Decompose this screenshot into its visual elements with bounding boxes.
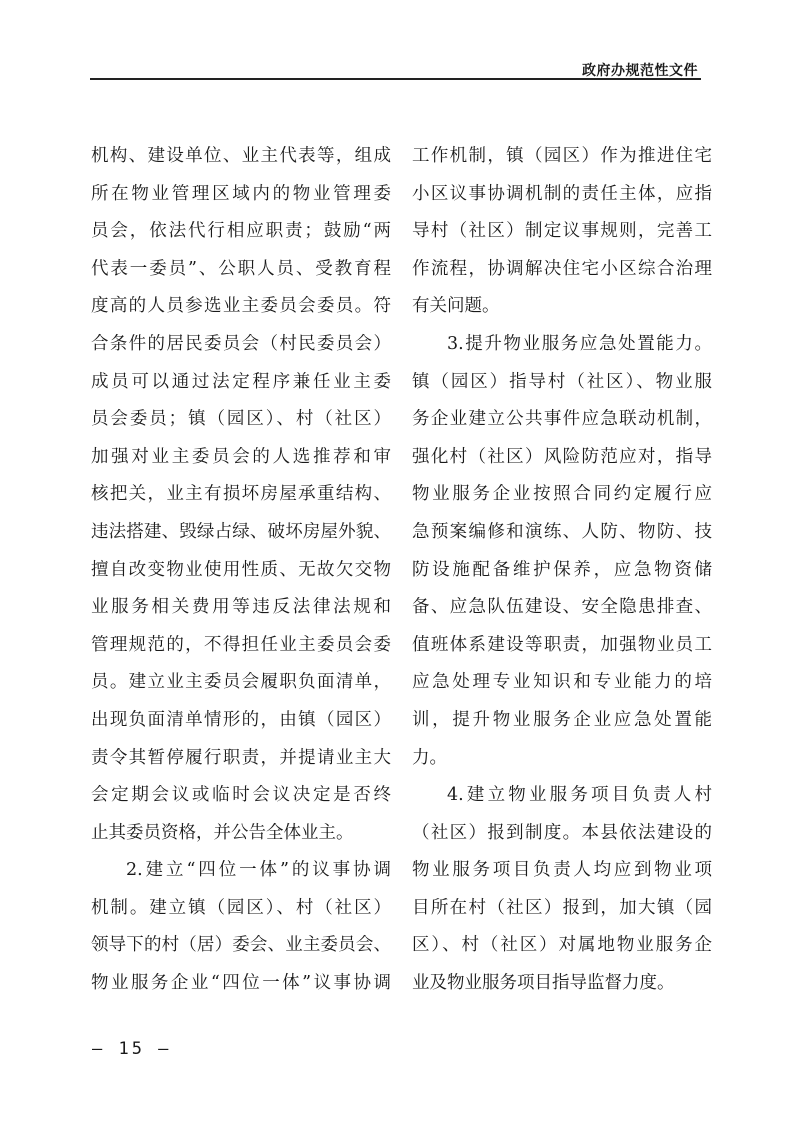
header-title: 政府办规范性文件 xyxy=(582,63,698,79)
text-line: 机构、建设单位、业主代表等，组成 xyxy=(91,146,391,166)
text-line: 所在物业管理区域内的物业管理委 xyxy=(91,183,391,204)
text-line: 强化村（社区）风险防范应对，指导 xyxy=(412,446,712,467)
text-line: 工作机制，镇（园区）作为推进住宅 xyxy=(412,146,712,166)
right-column xyxy=(412,138,712,1003)
text-line: 员。建立业主委员会履职负面清单， xyxy=(91,672,391,693)
text-line: 成员可以通过法定程序兼任业主委 xyxy=(91,371,391,392)
text-line: 备、应急队伍建设、安全隐患排查、 xyxy=(412,597,712,618)
text-line: 责令其暂停履行职责，并提请业主大 xyxy=(91,747,391,768)
text-line: 违法搭建、毁绿占绿、破坏房屋外貌、 xyxy=(91,521,391,542)
text-line: 业服务相关费用等违反法律法规和 xyxy=(91,597,391,618)
text-line: 代表一委员”、公职人员、受教育程 xyxy=(91,258,391,279)
section-heading-4: 4.建立物业服务项目负责人村 xyxy=(447,785,712,806)
text-line: 会定期会议或临时会议决定是否终 xyxy=(91,785,391,806)
text-line: 应急处理专业知识和专业能力的培 xyxy=(412,672,712,693)
text-line: 小区议事协调机制的责任主体，应指 xyxy=(412,183,712,204)
section-heading-2: 2.建立“四位一体”的议事协调 xyxy=(126,860,391,881)
section-heading-3: 3.提升物业服务应急处置能力。 xyxy=(447,333,712,354)
left-column xyxy=(91,138,391,1003)
text-line: 领导下的村（居）委会、业主委员会、 xyxy=(91,935,391,956)
text-line: 值班体系建设等职责，加强物业员工 xyxy=(412,634,712,655)
text-line: 急预案编修和演练、人防、物防、技 xyxy=(412,521,712,542)
text-line: 务企业建立公共事件应急联动机制， xyxy=(412,409,712,430)
text-line: 员会委员；镇（园区）、村（社区） xyxy=(91,409,391,430)
text-line: 区）、村（社区）对属地物业服务企 xyxy=(412,935,712,956)
text-line: 作流程，协调解决住宅小区综合治理 xyxy=(412,258,712,279)
text-line: 镇（园区）指导村（社区）、物业服 xyxy=(412,371,712,392)
text-line: （社区）报到制度。本县依法建设的 xyxy=(412,822,712,843)
text-line: 员会，依法代行相应职责；鼓励“两 xyxy=(91,221,391,242)
text-line: 度高的人员参选业主委员会委员。符 xyxy=(91,296,391,317)
header-divider xyxy=(90,78,701,80)
text-line: 防设施配备维护保养，应急物资储 xyxy=(412,559,712,580)
text-line: 物业服务企业“四位一体”议事协调 xyxy=(91,973,391,994)
text-line: 合条件的居民委员会（村民委员会） xyxy=(91,333,391,354)
text-line: 加强对业主委员会的人选推荐和审 xyxy=(91,446,391,467)
text-line: 有关问题。 xyxy=(412,296,500,317)
text-line: 擅自改变物业使用性质、无故欠交物 xyxy=(91,559,391,580)
text-line: 物业服务企业按照合同约定履行应 xyxy=(412,484,712,505)
text-line: 机制。建立镇（园区）、村（社区） xyxy=(91,897,391,918)
text-line: 止其委员资格，并公告全体业主。 xyxy=(91,822,354,843)
text-line: 管理规范的，不得担任业主委员会委 xyxy=(91,634,391,655)
text-line: 力。 xyxy=(412,747,447,768)
text-line: 训，提升物业服务企业应急处置能 xyxy=(412,709,712,730)
page-number: – 15 – xyxy=(92,1039,172,1059)
text-line: 物业服务项目负责人均应到物业项 xyxy=(412,860,712,881)
text-line: 核把关，业主有损坏房屋承重结构、 xyxy=(91,484,391,505)
text-line: 业及物业服务项目指导监督力度。 xyxy=(412,973,675,994)
text-line: 目所在村（社区）报到，加大镇（园 xyxy=(412,897,712,918)
text-line: 出现负面清单情形的，由镇（园区） xyxy=(91,709,391,730)
text-line: 导村（社区）制定议事规则，完善工 xyxy=(412,221,712,242)
